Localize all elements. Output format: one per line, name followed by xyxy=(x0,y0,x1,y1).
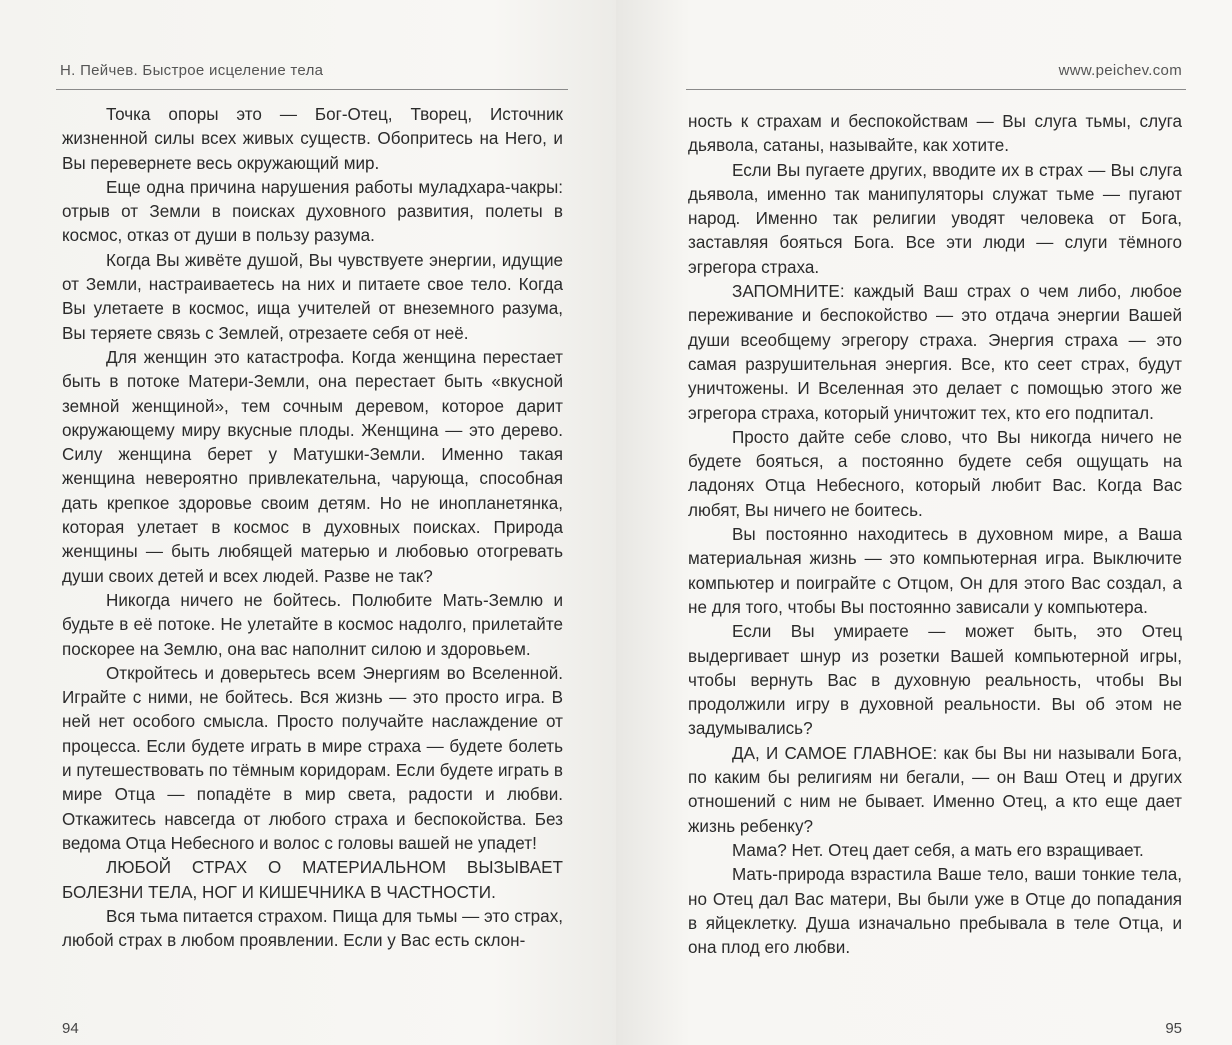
paragraph: Точка опоры это — Бог-Отец, Творец, Источник жизненной силы всех живых существ. Обопритесь на Него, и Вы перевернете весь окружающий мир. xyxy=(62,105,563,173)
header-rule xyxy=(686,89,1186,90)
paragraph: Мама? Нет. Отец дает себя, а мать его взращивает. xyxy=(732,840,1144,860)
paragraph: Вся тьма питается страхом. Пища для тьмы — это страх, любой страх в любом проявлении. Если у Вас есть склон- xyxy=(62,906,563,951)
body-text xyxy=(62,103,563,953)
paragraph: Если Вы пугаете других, вводите их в страх — Вы слуга дьявола, именно так манипуляторы служат тьме — пугают народ. Именно так религии уводят человека от Бога, заставляя бояться Бога. Все эти люди — слуги тёмного эгрегора страха. xyxy=(688,160,1182,277)
paragraph: ЗАПОМНИТЕ: каждый Ваш страх о чем либо, любое переживание и беспокойство — это отдача энергии Вашей души всеобщему эгрегору страха. Энергия страха — это самая разрушительная энергия. Все, кто сеет страх, будут уничтожены. И Вселенная это делает с помощью этого же эгрегора страха, который уничтожит тех, кто его подпитал. xyxy=(688,282,1182,423)
paragraph: Еще одна причина нарушения работы муладхара-чакры: отрыв от Земли в поисках духовного развития, полеты в космос, отказ от души в пользу разума. xyxy=(62,177,563,246)
right-page xyxy=(616,0,1232,1045)
paragraph: ЛЮБОЙ СТРАХ О МАТЕРИАЛЬНОМ ВЫЗЫВАЕТ БОЛЕЗНИ ТЕЛА, НОГ И КИШЕЧНИКА В ЧАСТНОСТИ. xyxy=(62,858,563,902)
paragraph: Откройтесь и доверьтесь всем Энергиям во Вселенной. Играйте с ними, не бойтесь. Вся жизнь — это просто игра. В ней нет особого смысла. Просто получайте наслаждение от процесса. Если будете играть в мире страха — будете болеть и путешествовать по тёмным коридорам. Если будете играть в мире Отца — попадёте в мир света, радости и любви. Откажитесь навсегда от любого страха и беспокойства. Без ведома Отца Небесного и волос с головы вашей не упадет! xyxy=(62,663,563,853)
paragraph: Просто дайте себе слово, что Вы никогда ничего не будете бояться, а постоянно будете себя ощущать на ладонях Отца Небесного, который любит Вас. Когда Вас любят, Вы ничего не боитесь. xyxy=(688,427,1182,520)
paragraph-continued: ность к страхам и беспокойствам — Вы слуга тьмы, слуга дьявола, сатаны, называйте, как хотите. xyxy=(688,112,1182,156)
page-number: 95 xyxy=(1165,1020,1182,1037)
paragraph: Никогда ничего не бойтесь. Полюбите Мать-Землю и будьте в её потоке. Не улетайте в космос надолго, прилетайте поскорее на Землю, она вас наполнит силою и здоровьем. xyxy=(62,590,563,659)
paragraph: Если Вы умираете — может быть, это Отец выдергивает шнур из розетки Вашей компьютерной игры, чтобы вернуть Вас в духовную реальность, чтобы Вы продолжили игру в духовной реальности. Вы об этом не задумывались? xyxy=(688,622,1182,739)
running-head-website: www.peichev.com xyxy=(1058,62,1182,79)
running-head-author-title: Н. Пейчев. Быстрое исцеление тела xyxy=(60,62,324,79)
body-text xyxy=(688,110,1182,960)
page-number: 94 xyxy=(62,1020,79,1037)
header-rule xyxy=(56,89,568,90)
paragraph: Когда Вы живёте душой, Вы чувствуете энергии, идущие от Земли, настраиваетесь на них и питаете свое тело. Когда Вы улетаете в космос, ища учителей от внеземного разума, Вы теряете связь с Землей, отрезаете себя от неё. xyxy=(62,250,563,343)
paragraph: Для женщин это катастрофа. Когда женщина перестает быть в потоке Матери-Земли, она перестает быть «вкусной земной женщиной», тем сочным деревом, которое дарит окружающему миру вкусные плоды. Женщина — это дерево. Силу женщина берет у Матушки-Земли. Именно такая женщина невероятно привлекательна, чарующа, способная дать крепкое здоровье своим детям. Но не инопланетянка, которая улетает в космос в духовных поисках. Природа женщины — быть любящей матерью и любовью отогревать души своих детей и всех людей. Разве не так? xyxy=(62,347,563,586)
paragraph: Мать-природа взрастила Ваше тело, ваши тонкие тела, но Отец дал Вас матери, Вы были уже в Отце до попадания в яйцеклетку. Душа изначально пребывала в теле Отца, и она плод его любви. xyxy=(688,865,1182,958)
paragraph: ДА, И САМОЕ ГЛАВНОЕ: как бы Вы ни называли Бога, по каким бы религиям ни бегали, — он Ваш Отец и других отношений с ним не бывает. Именно Отец, а кто еще дает жизнь ребенку? xyxy=(688,743,1182,836)
paragraph: Вы постоянно находитесь в духовном мире, а Ваша материальная жизнь — это компьютерная игра. Выключите компьютер и поиграйте с Отцом, Он для этого Вас создал, а не для того, чтобы Вы постоянно зависали у компьютера. xyxy=(688,525,1182,617)
